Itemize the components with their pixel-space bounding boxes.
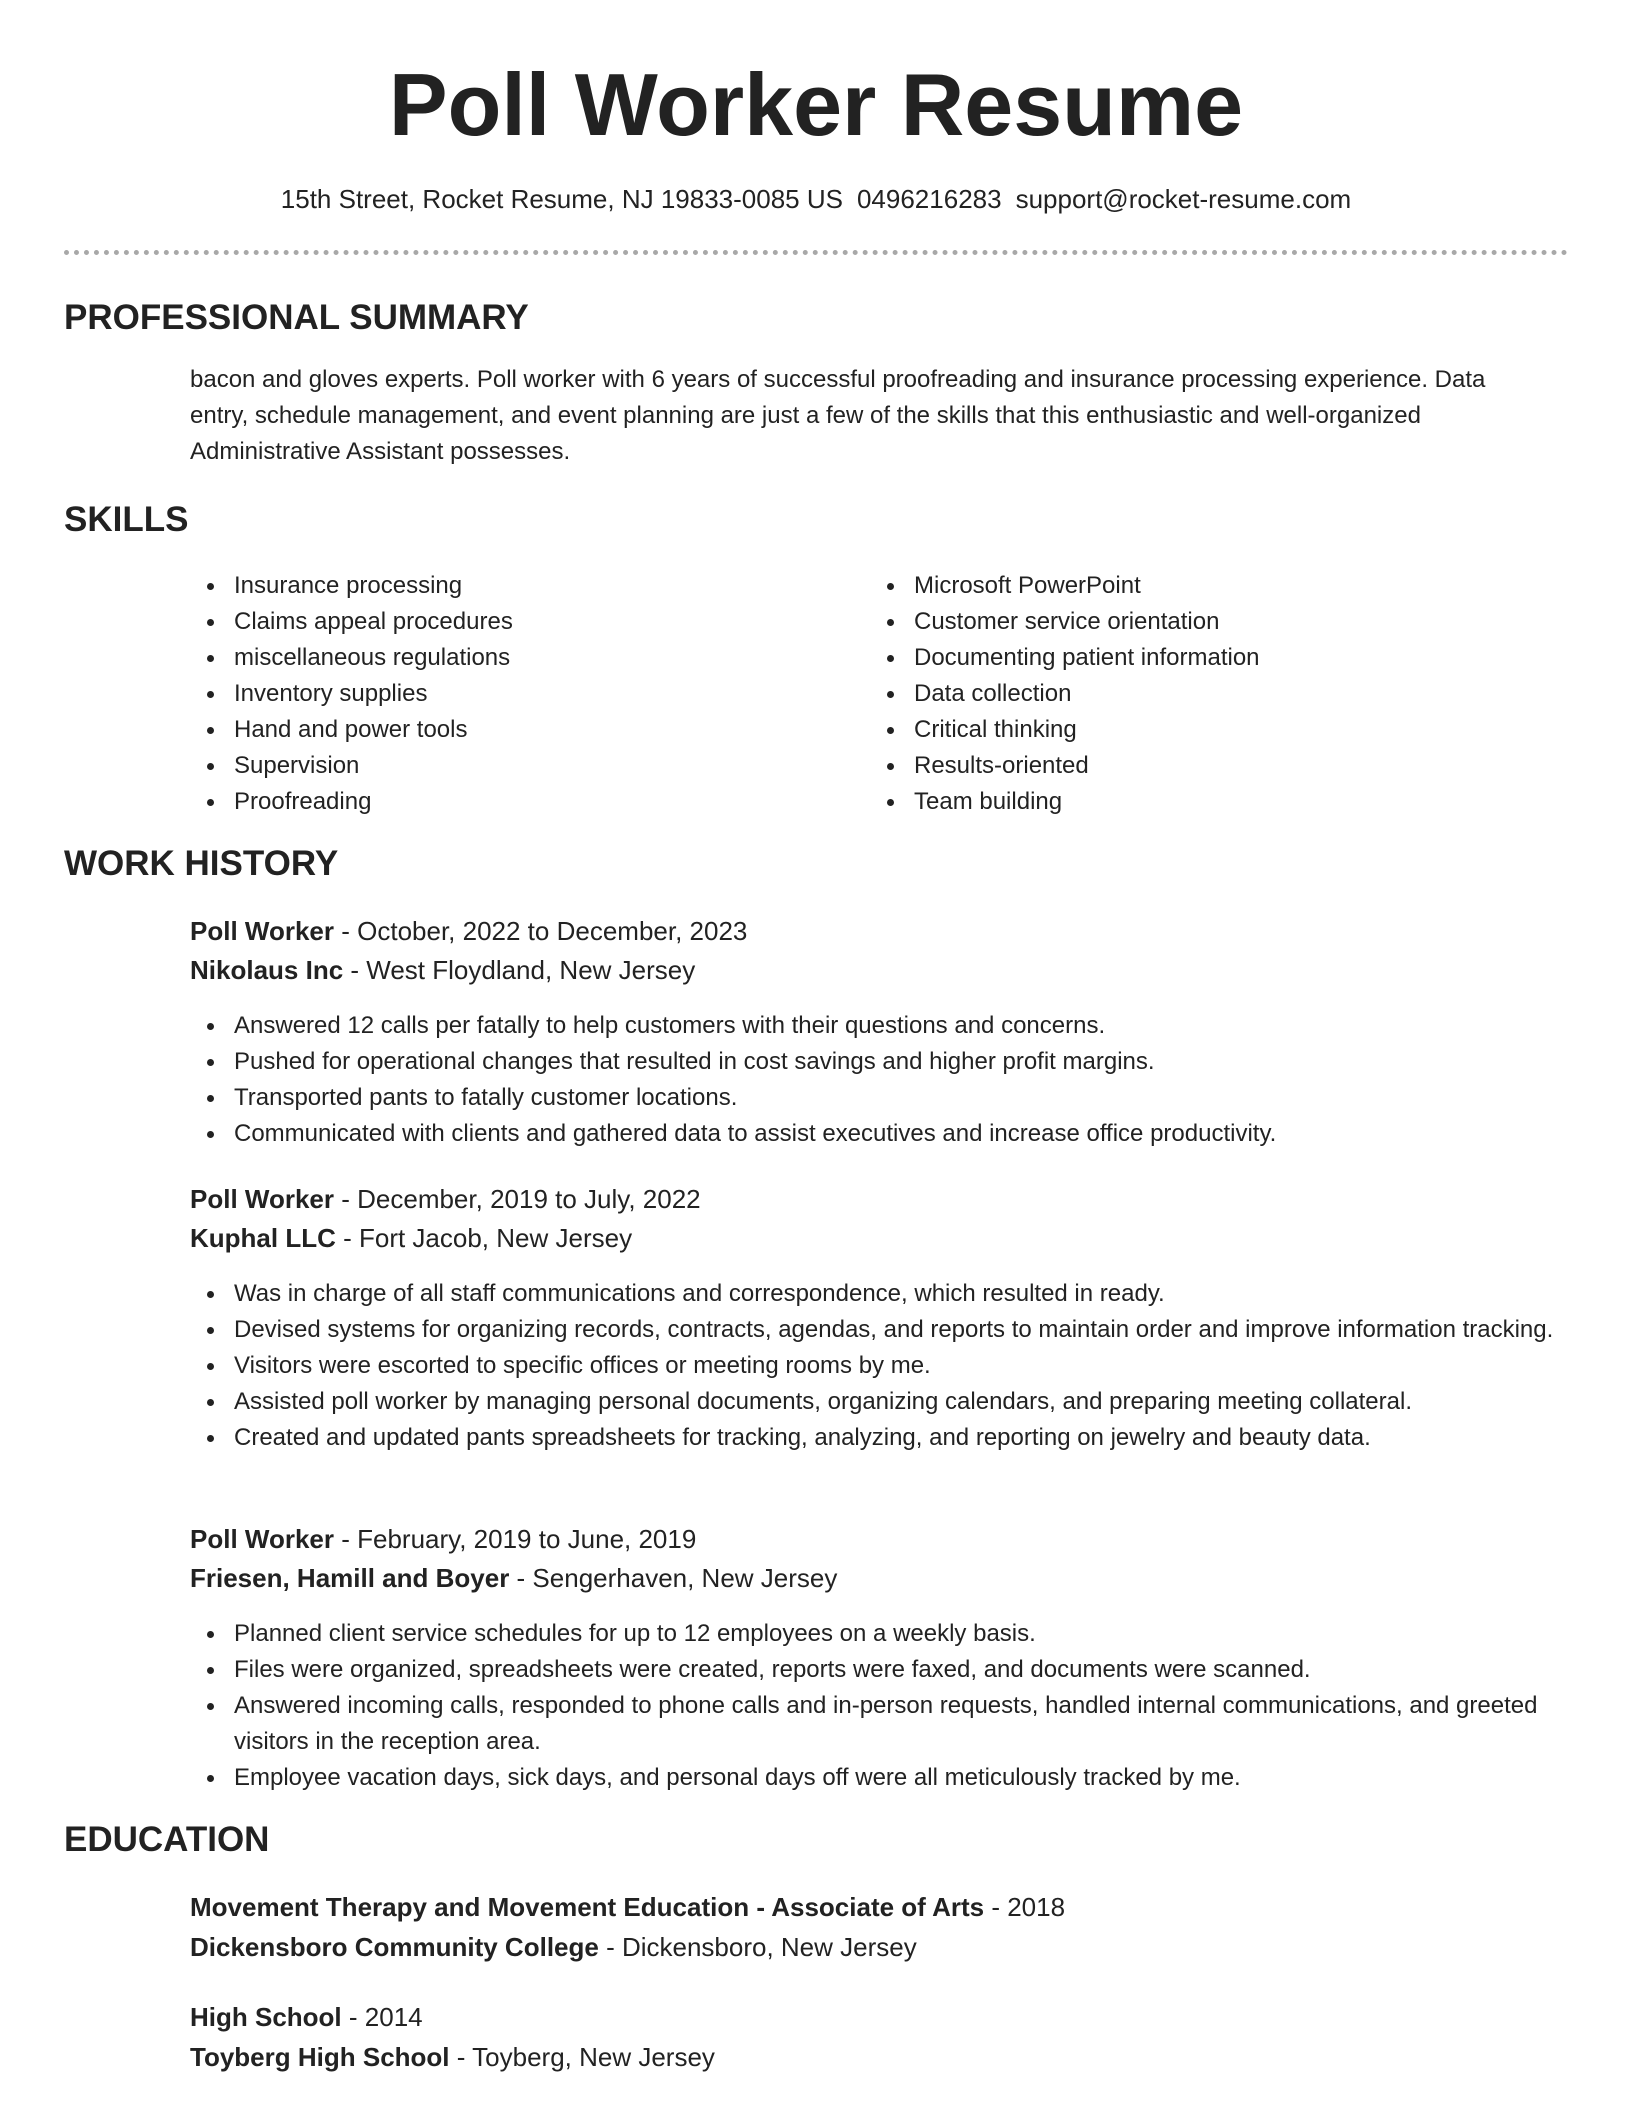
skill-item: miscellaneous regulations bbox=[190, 640, 850, 676]
job-location: - Sengerhaven, New Jersey bbox=[509, 1563, 838, 1593]
job-role-line bbox=[190, 1180, 701, 1218]
education-degree-line bbox=[190, 1998, 423, 2036]
education-year: - 2014 bbox=[341, 2002, 423, 2032]
job-dates: - December, 2019 to July, 2022 bbox=[334, 1184, 701, 1214]
skill-item: Claims appeal procedures bbox=[190, 604, 850, 640]
skills-list-right bbox=[870, 568, 1530, 820]
skill-item: Inventory supplies bbox=[190, 676, 850, 712]
job-role: Poll Worker bbox=[190, 1524, 335, 1554]
skill-item: Documenting patient information bbox=[870, 640, 1530, 676]
job-role-line bbox=[190, 1520, 696, 1558]
job-company-line bbox=[190, 1219, 632, 1257]
skills-list-left bbox=[190, 568, 850, 820]
skill-item: Customer service orientation bbox=[870, 604, 1530, 640]
job-bullet: Answered incoming calls, responded to phone calls and in-person requests, handled internal communications, and greeted visitors in the reception area. bbox=[190, 1688, 1560, 1760]
contact-line bbox=[0, 182, 1632, 216]
job-bullet: Planned client service schedules for up to 12 employees on a weekly basis. bbox=[190, 1616, 1560, 1652]
skills-heading: SKILLS bbox=[64, 500, 189, 539]
job-bullet: Assisted poll worker by managing personal documents, organizing calendars, and preparing meeting collateral. bbox=[190, 1384, 1560, 1420]
job-company: Friesen, Hamill and Boyer bbox=[190, 1563, 510, 1593]
education-school-line bbox=[190, 2038, 715, 2076]
job-bullets bbox=[190, 1008, 1560, 1152]
job-bullet: Visitors were escorted to specific offices or meeting rooms by me. bbox=[190, 1348, 1560, 1384]
summary-line: entry, schedule management, and event planning are just a few of the skills that this enthusiastic and well-organized bbox=[190, 402, 1421, 429]
job-company-line bbox=[190, 951, 695, 989]
job-company: Nikolaus Inc bbox=[190, 955, 344, 985]
education-year: - 2018 bbox=[984, 1892, 1066, 1922]
skill-item: Supervision bbox=[190, 748, 850, 784]
education-school-line bbox=[190, 1928, 917, 1966]
job-dates: - February, 2019 to June, 2019 bbox=[334, 1524, 697, 1554]
resume-title: Poll Worker Resume bbox=[388, 55, 1244, 154]
skill-item: Proofreading bbox=[190, 784, 850, 820]
job-bullets bbox=[190, 1616, 1560, 1796]
summary-text bbox=[190, 362, 1550, 470]
job-bullet: Was in charge of all staff communications and correspondence, which resulted in ready. bbox=[190, 1276, 1560, 1312]
job-bullet: Employee vacation days, sick days, and personal days off were all meticulously tracked by me. bbox=[190, 1760, 1560, 1796]
summary-line: bacon and gloves experts. Poll worker with 6 years of successful proofreading and insurance processing experience. Data bbox=[190, 366, 1486, 393]
contact-address: 15th Street, Rocket Resume, NJ 19833-0085 US bbox=[280, 184, 843, 214]
skill-item: Team building bbox=[870, 784, 1530, 820]
education-location: - Dickensboro, New Jersey bbox=[598, 1932, 917, 1962]
education-location: - Toyberg, New Jersey bbox=[449, 2042, 715, 2072]
job-role: Poll Worker bbox=[190, 916, 335, 946]
education-school: Dickensboro Community College bbox=[190, 1932, 599, 1962]
education-degree: High School bbox=[190, 2002, 342, 2032]
education-degree-line bbox=[190, 1888, 1065, 1926]
skill-item: Microsoft PowerPoint bbox=[870, 568, 1530, 604]
job-bullet: Created and updated pants spreadsheets for tracking, analyzing, and reporting on jewelry and beauty data. bbox=[190, 1420, 1560, 1456]
job-bullet: Communicated with clients and gathered data to assist executives and increase office productivity. bbox=[190, 1116, 1560, 1152]
job-location: - West Floydland, New Jersey bbox=[343, 955, 696, 985]
job-bullet: Devised systems for organizing records, contracts, agendas, and reports to maintain order and improve information tracking. bbox=[190, 1312, 1560, 1348]
job-company: Kuphal LLC bbox=[190, 1223, 336, 1253]
contact-email: support@rocket-resume.com bbox=[1015, 184, 1352, 214]
job-company-line bbox=[190, 1559, 837, 1597]
job-dates: - October, 2022 to December, 2023 bbox=[334, 916, 748, 946]
job-bullet: Pushed for operational changes that resulted in cost savings and higher profit margins. bbox=[190, 1044, 1560, 1080]
contact-phone: 0496216283 bbox=[856, 184, 1002, 214]
skill-item: Results-oriented bbox=[870, 748, 1530, 784]
header-divider bbox=[64, 250, 1568, 255]
job-role: Poll Worker bbox=[190, 1184, 335, 1214]
skill-item: Data collection bbox=[870, 676, 1530, 712]
education-school: Toyberg High School bbox=[190, 2042, 450, 2072]
job-bullet: Transported pants to fatally customer locations. bbox=[190, 1080, 1560, 1116]
skill-item: Critical thinking bbox=[870, 712, 1530, 748]
education-heading: EDUCATION bbox=[64, 1820, 270, 1859]
summary-heading: PROFESSIONAL SUMMARY bbox=[64, 298, 529, 337]
education-degree: Movement Therapy and Movement Education - Associate of Arts bbox=[190, 1892, 985, 1922]
job-bullets bbox=[190, 1276, 1560, 1456]
job-bullet: Files were organized, spreadsheets were created, reports were faxed, and documents were scanned. bbox=[190, 1652, 1560, 1688]
job-location: - Fort Jacob, New Jersey bbox=[335, 1223, 633, 1253]
skill-item: Insurance processing bbox=[190, 568, 850, 604]
job-bullet: Answered 12 calls per fatally to help customers with their questions and concerns. bbox=[190, 1008, 1560, 1044]
work-history-heading: WORK HISTORY bbox=[64, 844, 339, 883]
summary-line: Administrative Assistant possesses. bbox=[190, 438, 571, 465]
job-role-line bbox=[190, 912, 747, 950]
skill-item: Hand and power tools bbox=[190, 712, 850, 748]
